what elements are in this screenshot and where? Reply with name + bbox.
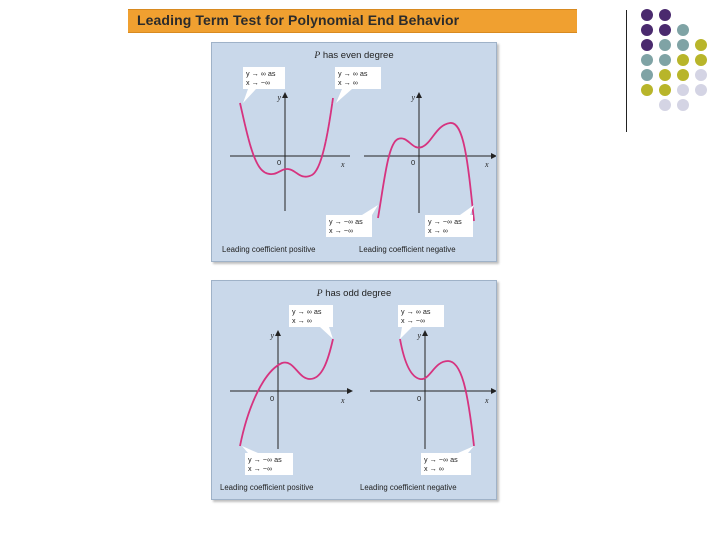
dot [641,39,653,51]
y-axis-label: y [411,93,415,102]
dot [659,9,671,21]
odd-degree-panel [211,280,497,500]
dot [677,39,689,51]
title-bar [128,9,577,33]
dot [695,39,707,51]
odd-degree-graphs [212,281,496,499]
caption-even-positive: Leading coefficient positive [222,245,316,254]
callout-right-bottom-right [425,205,474,237]
panel-title: P has odd degree [316,288,392,299]
caption-odd-negative: Leading coefficient negative [360,483,457,492]
dot [677,69,689,81]
dot [677,54,689,66]
dot [641,24,653,36]
callout-left-bottom [242,446,293,475]
x-axis-label: x [341,396,345,405]
curve-even-positive [240,98,333,177]
dot [641,54,653,66]
caption-odd-positive: Leading coefficient positive [220,483,314,492]
even-degree-graphs [212,43,496,261]
svg-text:y → ∞ as: y → ∞ as [338,69,368,78]
dot [695,69,707,81]
dot [641,69,653,81]
origin-label: 0 [411,158,416,167]
svg-text:x → ∞: x → ∞ [428,226,448,235]
origin-label: 0 [277,158,282,167]
x-axis-label: x [485,396,489,405]
svg-text:x → ∞: x → ∞ [424,464,444,473]
dot [659,84,671,96]
panel-title: P has even degree [314,50,394,61]
svg-text:x → −∞: x → −∞ [246,78,271,87]
dot [659,54,671,66]
svg-text:x → −∞: x → −∞ [401,316,426,325]
x-axis-label: x [485,160,489,169]
page-title: Leading Term Test for Polynomial End Behavior [137,12,460,28]
svg-text:x → −∞: x → −∞ [329,226,354,235]
svg-text:y → −∞ as: y → −∞ as [428,217,462,226]
curve-odd-positive [240,339,333,446]
callout-right-top [398,305,444,339]
svg-text:x → ∞: x → ∞ [292,316,312,325]
y-axis-label: y [270,331,274,340]
curve-odd-negative [400,339,474,446]
svg-text:x → ∞: x → ∞ [338,78,358,87]
decorative-dot-grid [641,9,720,119]
callout-right-bottom-left [326,205,378,237]
y-axis-label: y [277,93,281,102]
dot [677,84,689,96]
dot [677,99,689,111]
divider-line [626,10,627,132]
svg-text:x → −∞: x → −∞ [248,464,273,473]
callout-left-top-right [335,67,381,103]
dot [659,69,671,81]
dot [695,54,707,66]
callout-left-top [289,305,333,339]
y-axis-label: y [417,331,421,340]
callout-right-bottom [421,446,474,475]
origin-label: 0 [270,394,275,403]
dot [659,39,671,51]
svg-text:y → ∞ as: y → ∞ as [292,307,322,316]
svg-text:y → ∞ as: y → ∞ as [246,69,276,78]
svg-text:y → ∞ as: y → ∞ as [401,307,431,316]
caption-even-negative: Leading coefficient negative [359,245,456,254]
even-degree-panel [211,42,497,262]
curve-even-negative [378,123,474,221]
dot [659,99,671,111]
x-axis-label: x [341,160,345,169]
svg-text:y → −∞ as: y → −∞ as [424,455,458,464]
dot [641,9,653,21]
svg-text:y → −∞ as: y → −∞ as [248,455,282,464]
svg-text:y → −∞ as: y → −∞ as [329,217,363,226]
dot [677,24,689,36]
dot [641,84,653,96]
dot [695,84,707,96]
origin-label: 0 [417,394,422,403]
dot [659,24,671,36]
